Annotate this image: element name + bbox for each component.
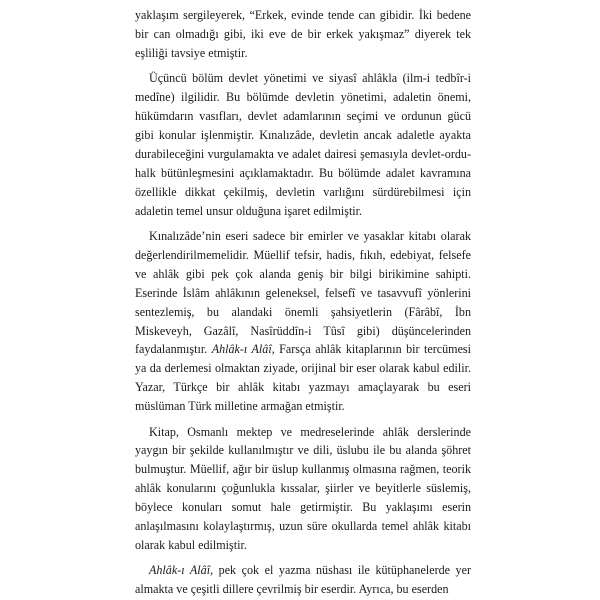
paragraph-4 [135, 423, 471, 555]
paragraph-1 [135, 6, 471, 63]
paragraph-4-text: Kitap, Osmanlı mektep ve medreselerinde ahlâk derslerinde yaygın bir şekilde kullanılmıştır ve dili, üslubu ile bu alanda şöhret bulmuştur. Müellif, ağır bir üslup kullanmış olmasına rağmen, teorik ahlâk konularını çoğunlukla kıssalar, şiirler ve beyitlerle süslemiş, böylece konuları somut hale getirmiştir. Bu yaklaşımı eserin anlaşılmasını kolaylaştırmış, uzun süre okullarda temel ahlâk kitabı olarak kabul edilmiştir. [135, 424, 471, 552]
paragraph-1-text: yaklaşım sergileyerek, “Erkek, evinde tende can gibidir. İki bedene bir can olmadığı gibi, iki eve de bir erkek yakışmaz” diyerek tek eşliliği tavsiye etmiştir. [135, 8, 471, 60]
book-page [135, 0, 471, 600]
book-title-italic: Ahlâk-ı Alâî [211, 342, 272, 357]
paragraph-2-text: Üçüncü bölüm devlet yönetimi ve siyasî ahlâkla (ilm-i tedbîr-i medîne) ilgilidir. Bu bölümde devletin yönetimi, adaletin önemi, hükümdarın vasıfları, devlet adamlarının seçimi ve ordunun gücü gibi konular işlenmiştir. Kınalızâde, devletin ancak adaletle ayakta durabileceğini vurgulamakta ve adalet dairesi şemasıyla devlet-ordu-halk bütünleşmesini açıklamaktadır. Bu bölümde adalet kavramına özellikle dikkat çekilmiş, devletin varlığını sürdürebilmesi için adaletin temel unsur olduğuna işaret edilmiştir. [135, 71, 471, 218]
paragraph-3-text-b: , Farsça ahlâk kitaplarının bir tercümesi ya da derlemesi olmaktan ziyade, orijinal bir eser olarak kabul edilir. Yazar, Türkçe bir ahlâk kitabı yazmayı amaçlayarak bu eseri müslüman Türk milletine armağan etmiştir. [135, 342, 471, 414]
paragraph-2 [135, 69, 471, 220]
paragraph-3-text-a: Kınalızâde’nin eseri sadece bir emirler ve yasaklar kitabı olarak değerlendirilmemelidir. Müellif tefsir, hadis, fıkıh, edebiyat, felsefe ve ahlâk gibi pek çok alanda geniş bir bilgi birikimine sahipti. Eserinde İslâm ahlâkının geleneksel, felsefî ve tasavvufî yönlerini sentezlemiş, bu alandaki önemli şahsiyetlerin (Fârâbî, İbn Miskeveyh, Gazâlî, Nasîrüddîn-i Tûsî gibi) düşüncelerinden faydalanmıştır. [135, 228, 471, 357]
book-title-italic: Ahlâk-ı Alâî [149, 563, 211, 578]
paragraph-5-text: , pek çok el yazma nüshası ile kütüphanelerde yer almakta ve çeşitli dillere çevrilmiş bir eserdir. Ayrıca, bu eserden [135, 563, 471, 597]
paragraph-3 [135, 227, 471, 416]
paragraph-5 [135, 561, 471, 599]
